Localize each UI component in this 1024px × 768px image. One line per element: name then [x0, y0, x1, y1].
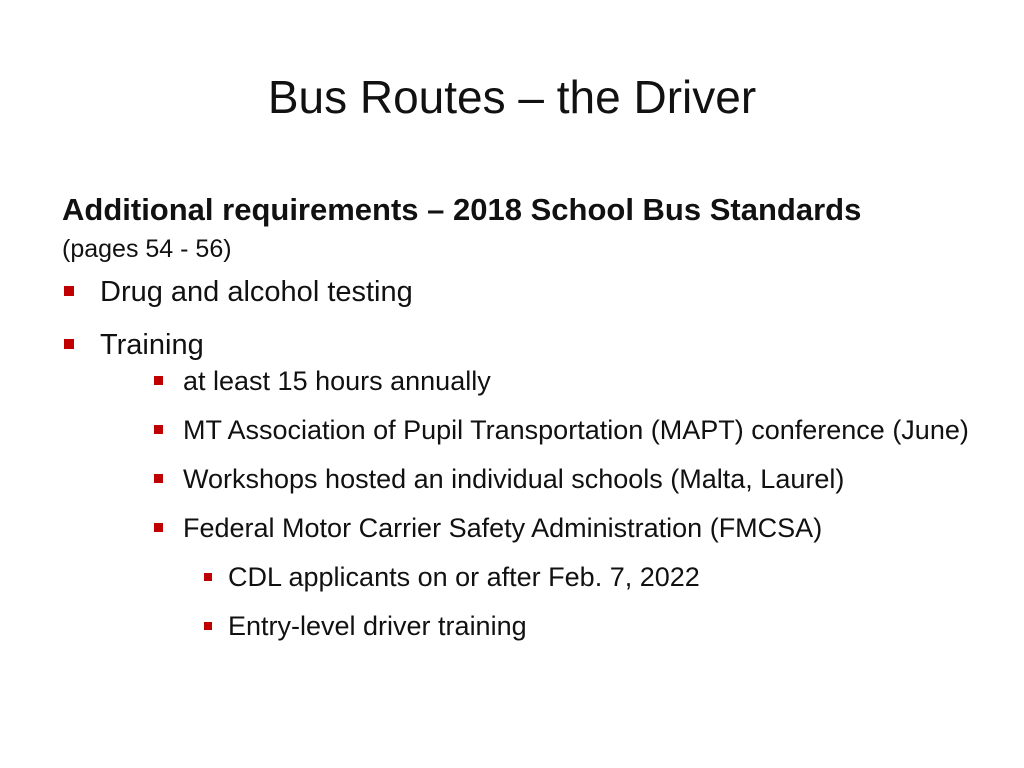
- list-item-entry-level: [228, 606, 982, 646]
- list-item-text: Training: [100, 329, 204, 361]
- fmcsa-sublist: [228, 557, 982, 646]
- list-item-text: Federal Motor Carrier Safety Administration (FMCSA): [183, 513, 823, 543]
- square-bullet-icon: [64, 339, 74, 349]
- list-item-hours: [183, 361, 982, 401]
- page-reference: (pages 54 - 56): [62, 235, 232, 263]
- list-item-text: MT Association of Pupil Transportation (MAPT) conference (June): [183, 415, 969, 445]
- list-item-text: Drug and alcohol testing: [100, 276, 413, 308]
- square-bullet-icon: [204, 573, 212, 581]
- list-item-cdl-applicants: [228, 557, 982, 597]
- list-item-text: Workshops hosted an individual schools (Malta, Laurel): [183, 464, 845, 494]
- section-heading: Additional requirements – 2018 School Bus Standards: [62, 192, 862, 227]
- list-item-workshops: [183, 459, 982, 499]
- slide-content: [62, 188, 982, 659]
- list-item-text: CDL applicants on or after Feb. 7, 2022: [228, 562, 700, 592]
- slide-title: Bus Routes – the Driver: [267, 71, 757, 123]
- list-item-fmcsa: [183, 508, 982, 646]
- square-bullet-icon: [154, 376, 163, 385]
- list-item-text: at least 15 hours annually: [183, 366, 491, 396]
- square-bullet-icon: [154, 425, 163, 434]
- list-item-mapt: [183, 410, 982, 450]
- training-sublist: [183, 361, 982, 646]
- list-item-text: Entry-level driver training: [228, 611, 527, 641]
- bullet-list: [62, 272, 982, 646]
- square-bullet-icon: [154, 523, 163, 532]
- square-bullet-icon: [204, 622, 212, 630]
- list-item-drug-testing: [62, 272, 982, 312]
- square-bullet-icon: [154, 474, 163, 483]
- list-item-training: [62, 325, 982, 646]
- square-bullet-icon: [64, 286, 74, 296]
